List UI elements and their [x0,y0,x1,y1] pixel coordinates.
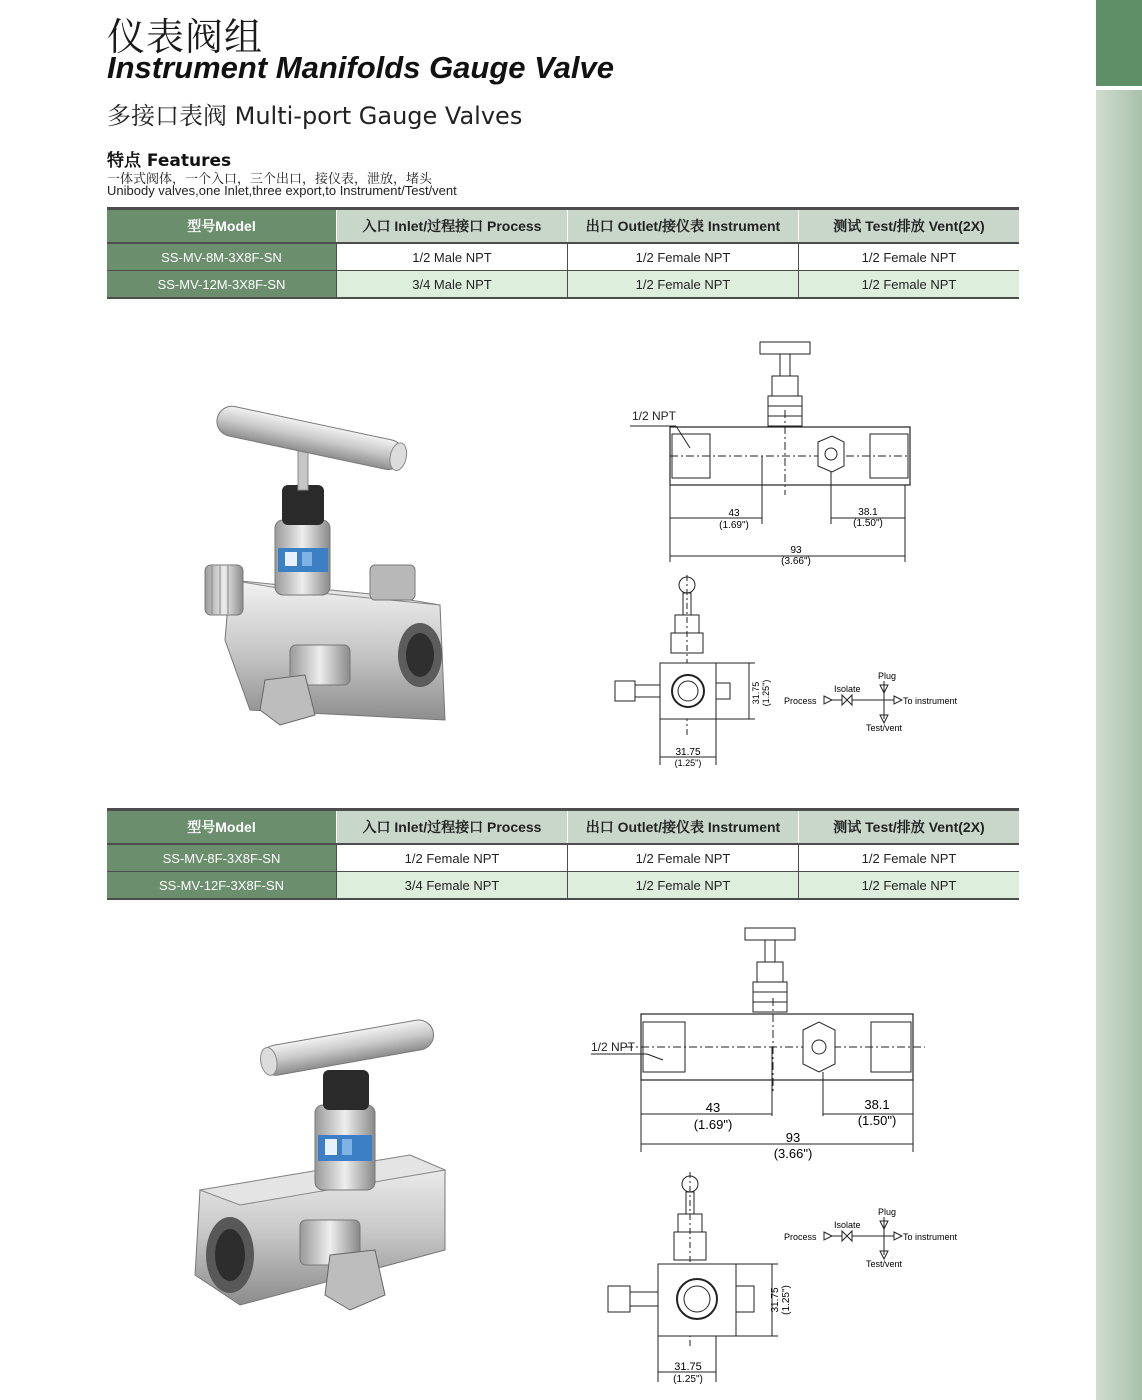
schematic-test-vent: Test/vent [866,1259,903,1269]
table-row [107,243,1019,271]
side-bar-separator [1096,86,1142,90]
table-header-row [107,209,1019,244]
dim-h-in: (1.25") [761,679,771,707]
col-outlet: 出口 Outlet/接仪表 Instrument [568,209,799,244]
dim-total: 93 [785,1130,801,1145]
cell-model: SS-MV-8F-3X8F-SN [107,844,337,872]
cell-model: SS-MV-8M-3X8F-SN [107,243,337,271]
cell-outlet: 1/2 Female NPT [568,271,799,299]
schematic-test-vent: Test/vent [866,723,903,733]
table-header-row [107,810,1019,845]
dim-w: 31.75 [675,747,701,758]
schematic-process: Process [784,1232,817,1242]
schematic-process: Process [784,696,817,706]
schematic-to-instrument: To instrument [903,1232,958,1242]
dim-w: 31.75 [674,1361,702,1373]
dim-w-in: (1.25") [674,758,702,768]
valve-drawing-front-female [585,920,930,1165]
dim-b-in: (1.50") [857,1113,897,1128]
valve-drawing-side-female [598,1172,798,1387]
valve-drawing-front-male [600,330,930,580]
col-inlet: 入口 Inlet/过程接口 Process [337,209,568,244]
dim-a: 43 [728,508,740,519]
side-bar [1096,0,1142,1400]
schematic-plug: Plug [878,1207,897,1217]
cell-outlet: 1/2 Female NPT [568,844,799,872]
dim-b-in: (1.50") [853,518,883,529]
valve-drawing-side-male [605,575,780,775]
cell-inlet: 1/2 Female NPT [337,844,568,872]
dim-a-in: (1.69") [693,1117,733,1132]
schematic-to-instrument: To instrument [903,696,958,706]
schematic-plug: Plug [878,671,897,681]
page-title-cn: 仪表阀组 [107,15,264,59]
npt-label: 1/2 NPT [591,1040,636,1054]
cell-test: 1/2 Female NPT [799,271,1020,299]
col-model: 型号Model [107,810,337,845]
page-title-en: Instrument Manifolds Gauge Valve [107,50,615,85]
flow-schematic-1 [780,665,970,735]
dim-total-in: (3.66") [781,556,811,567]
cell-outlet: 1/2 Female NPT [568,872,799,900]
col-inlet: 入口 Inlet/过程接口 Process [337,810,568,845]
dim-total-in: (3.66") [773,1146,813,1161]
cell-inlet: 3/4 Female NPT [337,872,568,900]
dim-h-in: (1.25") [781,1285,792,1315]
cell-inlet: 1/2 Male NPT [337,243,568,271]
schematic-isolate: Isolate [834,1220,861,1230]
spec-table-male [107,207,1019,299]
side-bar-tab [1096,0,1142,86]
col-model: 型号Model [107,209,337,244]
cell-inlet: 3/4 Male NPT [337,271,568,299]
col-test: 测试 Test/排放 Vent(2X) [799,209,1020,244]
cell-test: 1/2 Female NPT [799,844,1020,872]
cell-test: 1/2 Female NPT [799,243,1020,271]
valve-photo-male [190,390,450,740]
schematic-isolate: Isolate [834,684,861,694]
cell-model: SS-MV-12M-3X8F-SN [107,271,337,299]
col-outlet: 出口 Outlet/接仪表 Instrument [568,810,799,845]
table-row [107,271,1019,299]
cell-test: 1/2 Female NPT [799,872,1020,900]
dim-b: 38.1 [858,507,878,518]
dim-a-in: (1.69") [719,520,749,531]
valve-photo-female [180,1005,450,1335]
dim-total: 93 [790,545,802,556]
features-heading: 特点 Features [107,151,232,171]
table-row [107,844,1019,872]
cell-model: SS-MV-12F-3X8F-SN [107,872,337,900]
features-text-en: Unibody valves,one Inlet,three export,to Instrument/Test/vent [107,183,457,198]
table-row [107,872,1019,900]
spec-table-female [107,808,1019,900]
col-test: 测试 Test/排放 Vent(2X) [799,810,1020,845]
flow-schematic-2 [780,1201,970,1271]
dim-h: 31.75 [751,681,761,705]
cell-outlet: 1/2 Female NPT [568,243,799,271]
dim-a: 43 [705,1100,721,1115]
dim-h: 31.75 [770,1287,781,1313]
npt-label: 1/2 NPT [632,409,677,423]
features-text-cn: 一体式阀体，一个入口，三个出口，接仪表，泄放，堵头 [107,172,433,187]
dim-b: 38.1 [864,1097,890,1112]
page-subtitle: 多接口表阀 Multi-port Gauge Valves [107,102,523,130]
dim-w-in: (1.25") [673,1374,703,1385]
